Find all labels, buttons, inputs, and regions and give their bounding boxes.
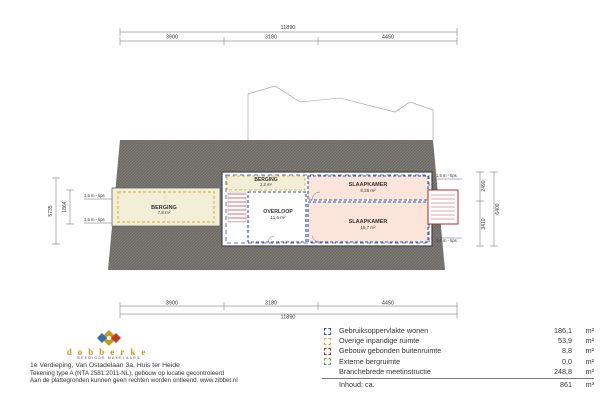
- room-name-landing: OVERLOOP: [263, 209, 293, 215]
- room-area-bedroom-2: 15,7 m²: [360, 225, 376, 230]
- legend-value: 0,0: [562, 356, 572, 366]
- room-area-storage-left: 7,8 m²: [157, 210, 171, 215]
- height-mark-left-lower: 1,5 m - tips: [84, 217, 105, 222]
- height-mark-right-upper: 1,5 m - tips: [436, 173, 457, 178]
- legend-row: [322, 357, 594, 367]
- dim-bottom-seg-1: 3900: [165, 300, 179, 307]
- legend-content-label: Inhoud: ca.: [339, 379, 375, 389]
- legend-unit: m²: [585, 356, 594, 366]
- legend-divider: [322, 378, 594, 379]
- footer-address: 1e Verdieping, Van Ostadelaan 3a, Huis ter Heide: [30, 362, 180, 369]
- roof-outline-upper: [248, 86, 433, 140]
- room-name-bedroom-2: SLAAPKAMER: [348, 219, 388, 225]
- legend-row: [322, 367, 594, 377]
- dim-right-upper: 2490: [481, 180, 487, 192]
- legend-label: Externe bergruimte: [339, 356, 401, 366]
- legend-unit: m²: [585, 346, 594, 356]
- legend-unit: m²: [585, 366, 594, 376]
- dim-left-outer: 5735: [48, 205, 54, 217]
- legend-label: Branchebrede meetinstructie: [339, 366, 431, 376]
- room-name-storage-small: BERGING: [254, 177, 278, 183]
- staircase: [228, 192, 246, 222]
- legend-value: 248,8: [554, 366, 572, 376]
- legend-swatch-other-icon: [324, 338, 331, 345]
- dim-left-inner: 1864: [62, 201, 68, 213]
- room-area-landing: 11,6 m²: [270, 215, 286, 220]
- dim-bottom-seg-2: 3180: [264, 300, 278, 307]
- legend-swatch-external-icon: [324, 358, 331, 365]
- legend-label: Gebouw gebonden buitenruimte: [339, 346, 442, 356]
- dim-bottom-total: 11890: [280, 314, 296, 321]
- logo-mark-icon: [34, 328, 184, 348]
- footer-drawing-type: Tekening type A (NTA 2581:2011-NL), gebouw op locatie gecontroleerd: [30, 369, 225, 377]
- dim-top-seg-2: 3180: [264, 34, 278, 41]
- room-name-bedroom-1: SLAAPKAMER: [348, 182, 388, 188]
- legend-swatch-blank: [324, 368, 331, 375]
- room-name-storage-left: BERGING: [151, 205, 177, 211]
- legend-label: Overige inpandige ruimte: [339, 336, 420, 346]
- logo-subtitle: BEEDIGDE MAKELAARS: [77, 356, 141, 360]
- legend-value: 186,1: [554, 326, 572, 335]
- legend-content-row: [322, 380, 594, 390]
- legend-label: Gebruiksoppervlakte wonen: [339, 326, 429, 335]
- legend-row: [322, 336, 594, 346]
- legend-swatch-outdoor-icon: [324, 348, 331, 355]
- dim-right-lower: 3410: [481, 218, 487, 230]
- dim-top-seg-1: 3900: [165, 34, 179, 41]
- logo-wordmark: dobberke: [66, 347, 152, 357]
- area-legend: [322, 326, 594, 390]
- room-area-bedroom-1: 9,25 m²: [360, 188, 376, 193]
- footer-disclaimer: Aan de plattegronden kunnen geen rechten worden ontleend. www.zibber.nl: [30, 377, 238, 385]
- legend-swatch-living-icon: [324, 328, 331, 335]
- legend-swatch-blank: [324, 382, 331, 389]
- legend-row: [322, 346, 594, 356]
- plan-footer: [30, 362, 330, 385]
- company-logo: [34, 328, 184, 360]
- legend-value: 53,9: [558, 336, 572, 346]
- legend-unit: m²: [585, 336, 594, 346]
- legend-content-unit: m³: [585, 379, 594, 389]
- dim-top-total: 11890: [280, 25, 296, 31]
- height-mark-right-lower: 1,4 m - tips: [436, 238, 457, 243]
- legend-content-value: 861: [560, 379, 572, 389]
- legend-unit: m²: [585, 326, 594, 335]
- legend-row: [322, 326, 594, 336]
- dim-bottom-seg-3: 4450: [381, 300, 395, 307]
- height-mark-left-upper: 1,5 m - tips: [84, 193, 105, 198]
- room-area-storage-small: 2,2 m²: [260, 182, 272, 187]
- dim-right-total: 6400: [495, 203, 501, 215]
- dim-top-seg-3: 4450: [381, 34, 395, 41]
- legend-value: 8,8: [562, 346, 572, 356]
